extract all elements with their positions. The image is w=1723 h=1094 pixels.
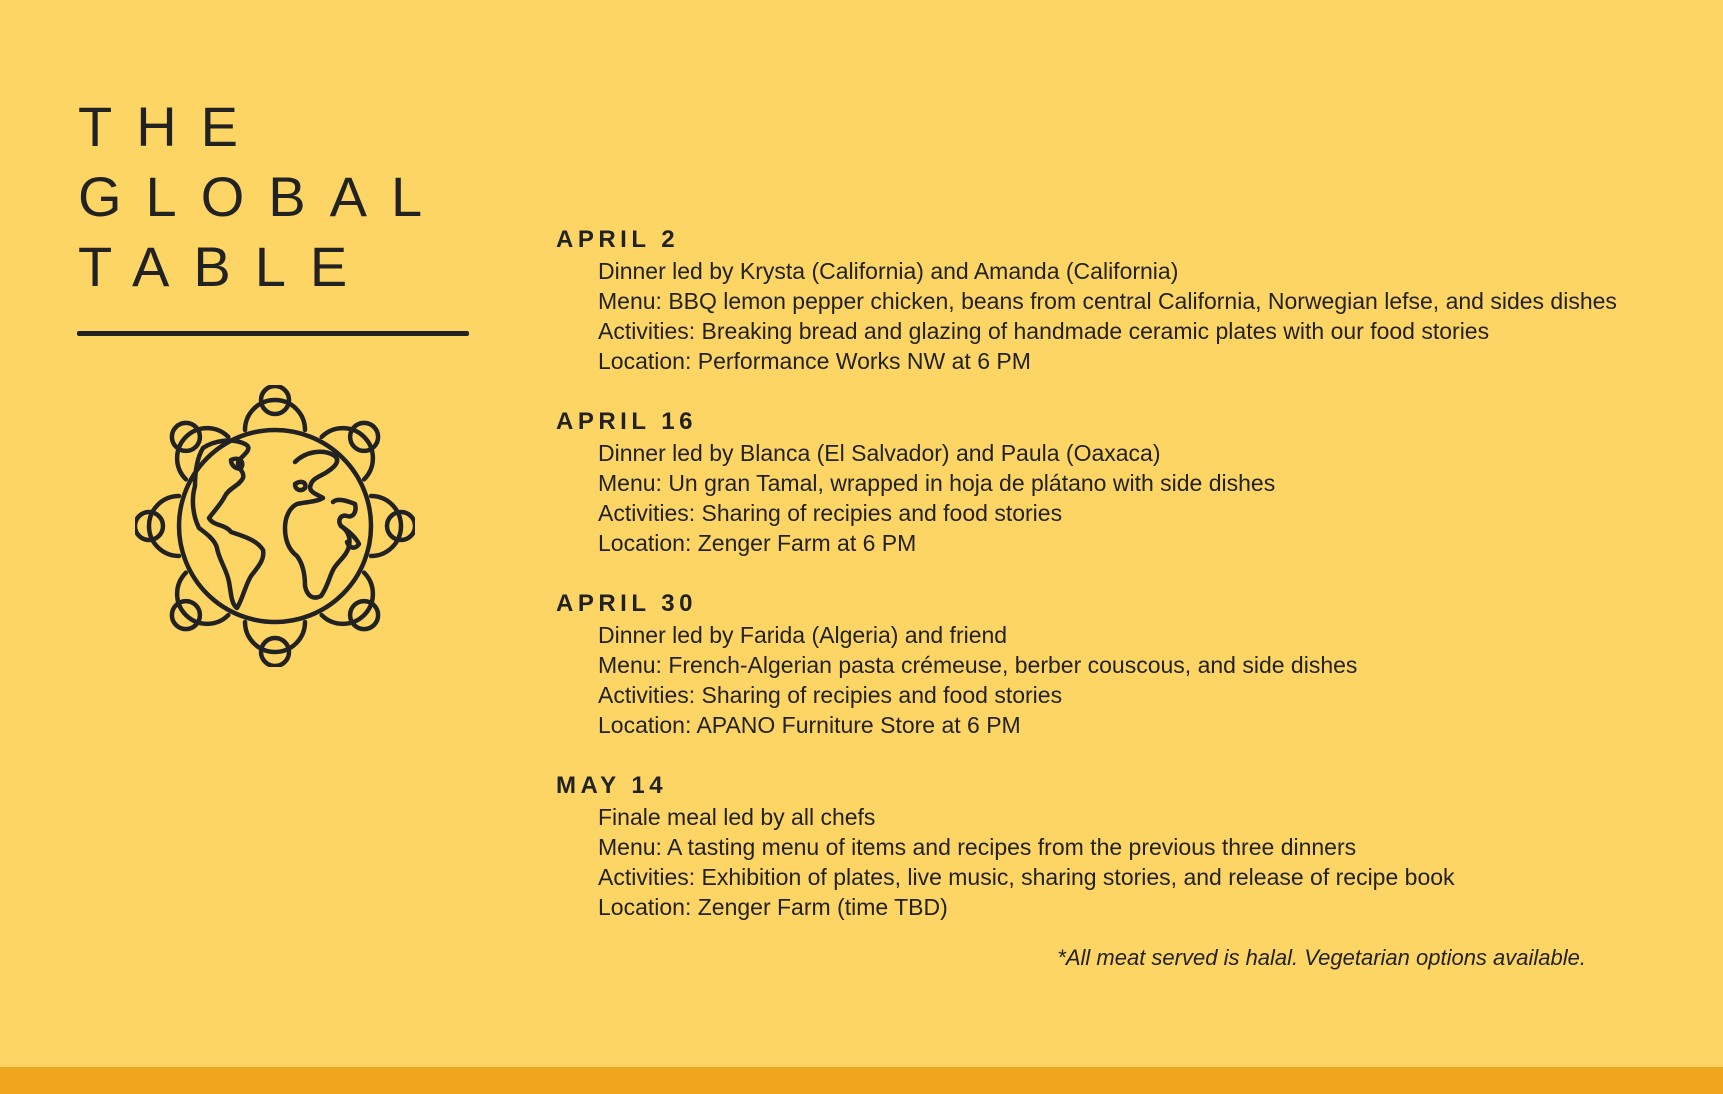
event-activities: Activities: Sharing of recipies and food stories <box>598 500 1063 526</box>
person-icon <box>135 496 179 556</box>
bottom-accent-bar <box>0 1067 1723 1094</box>
event-date: MAY 14 <box>556 772 668 799</box>
event-activities: Activities: Sharing of recipies and food stories <box>598 682 1063 708</box>
dietary-note: *All meat served is halal. Vegetarian options available. <box>1057 945 1586 970</box>
event-host: Dinner led by Blanca (El Salvador) and Paula (Oaxaca) <box>598 440 1161 466</box>
event-block <box>556 406 1666 558</box>
event-schedule <box>556 224 1666 952</box>
event-date: APRIL 16 <box>556 408 697 435</box>
event-host: Dinner led by Farida (Algeria) and friend <box>598 622 1008 648</box>
person-icon <box>245 622 305 666</box>
event-activities: Activities: Exhibition of plates, live music, sharing stories, and release of recipe book <box>598 864 1455 890</box>
event-location: Location: Zenger Farm (time TBD) <box>598 894 948 920</box>
event-location: Location: APANO Furniture Store at 6 PM <box>598 712 1021 738</box>
event-location: Location: Performance Works NW at 6 PM <box>598 348 1031 374</box>
event-menu: Menu: French-Algerian pasta crémeuse, berber couscous, and side dishes <box>598 652 1358 678</box>
event-block <box>556 224 1666 376</box>
event-menu: Menu: BBQ lemon pepper chicken, beans from central California, Norwegian lefse, and sides dishes <box>598 288 1617 314</box>
event-date: APRIL 30 <box>556 590 697 617</box>
event-block <box>556 770 1666 922</box>
event-activities: Activities: Breaking bread and glazing of handmade ceramic plates with our food stories <box>598 318 1490 344</box>
title-divider <box>77 331 469 336</box>
title-line-2: GLOBAL <box>78 165 447 228</box>
event-location: Location: Zenger Farm at 6 PM <box>598 530 917 556</box>
globe-with-people-icon <box>135 385 415 667</box>
title-line-1: THE <box>78 95 262 158</box>
event-date: APRIL 2 <box>556 226 680 253</box>
person-icon <box>371 496 415 556</box>
person-icon <box>245 386 305 430</box>
event-menu: Menu: A tasting menu of items and recipes from the previous three dinners <box>598 834 1357 860</box>
event-host: Dinner led by Krysta (California) and Amanda (California) <box>598 258 1179 284</box>
event-host: Finale meal led by all chefs <box>598 804 876 830</box>
event-menu: Menu: Un gran Tamal, wrapped in hoja de plátano with side dishes <box>598 470 1276 496</box>
title-line-3: TABLE <box>78 235 372 298</box>
page-title <box>78 92 446 302</box>
event-block <box>556 588 1666 740</box>
